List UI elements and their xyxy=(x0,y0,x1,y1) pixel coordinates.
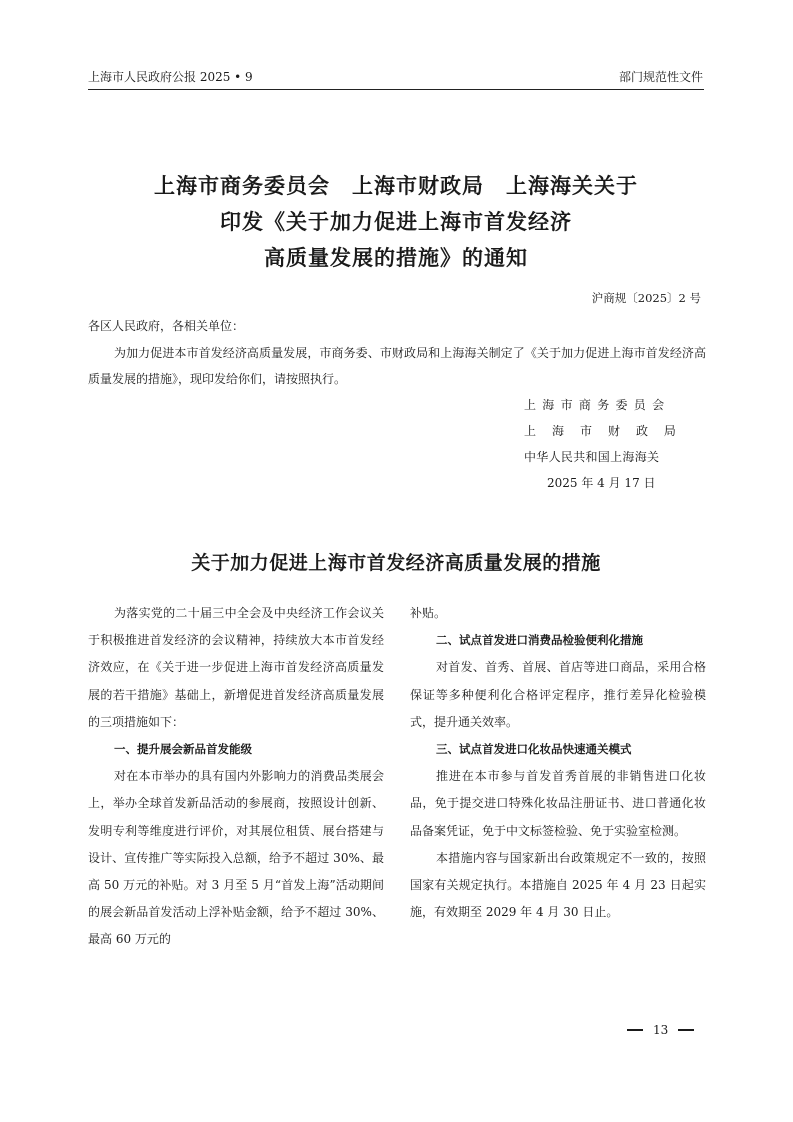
measures-column-left xyxy=(88,600,384,954)
section-3-heading: 三、试点首发进口化妆品快速通关模式 xyxy=(436,742,632,757)
notice-title-line-1: 上海市商务委员会 上海市财政局 上海海关关于 xyxy=(154,174,638,198)
signatory-commerce-commission: 上海市商务委员会 xyxy=(524,398,671,412)
page-number xyxy=(627,1023,694,1037)
measures-title: 关于加力促进上海市首发经济高质量发展的措施 xyxy=(191,552,601,574)
signatory-char: 政 xyxy=(635,424,648,438)
section-2-heading: 二、试点首发进口消费品检验便利化措施 xyxy=(436,633,643,648)
signatory-finance-bureau xyxy=(524,422,676,439)
notice-date: 2025 年 4 月 17 日 xyxy=(547,476,656,490)
dash-decoration xyxy=(627,1029,643,1031)
notice-intro: 为加力促进本市首发经济高质量发展，市商务委、市财政局和上海海关制定了《关于加力促进上海市首发经济高质量发展的措施》，现印发给你们，请按照执行。 xyxy=(88,346,706,386)
page-number-value: 13 xyxy=(653,1023,669,1037)
section-1-heading: 一、提升展会新品首发能级 xyxy=(114,742,252,757)
signatory-char: 财 xyxy=(607,424,620,438)
header-divider xyxy=(88,89,704,90)
measures-preamble: 为落实党的二十届三中全会及中央经济工作会议关于积极推进首发经济的会议精神，持续放大本市首发经济效应，在《关于进一步促进上海市首发经济高质量发展的若干措施》基础上，新增促进首发经济高质量发展的三项措施如下： xyxy=(88,606,384,729)
signatory-char: 上 xyxy=(524,424,537,438)
dash-decoration xyxy=(678,1029,694,1031)
signatory-char: 局 xyxy=(663,424,676,438)
header-publication: 上海市人民政府公报 2025 • 9 xyxy=(88,70,253,84)
section-1-continuation: 补贴。 xyxy=(410,606,447,620)
measures-column-right xyxy=(410,600,706,926)
signatory-char: 海 xyxy=(551,424,564,438)
signatory-customs: 中华人民共和国上海海关 xyxy=(524,450,660,464)
notice-title-line-3: 高质量发展的措施》的通知 xyxy=(264,246,528,270)
document-number: 沪商规〔2025〕2 号 xyxy=(591,291,701,305)
section-1-text: 对在本市举办的具有国内外影响力的消费品类展会上，举办全球首发新品活动的参展商，按照设计创新、发明专利等维度进行评价，对其展位租赁、展台搭建与设计、宣传推广等实际投入总额，给予不超过 30%、最高 50 万元的补贴。对 3 月至 5 月“首发上海”活动期间的展会新品首发活动上浮补贴金额，给予不超过 30%、最高 60 万元的 xyxy=(88,769,384,947)
measures-closing: 本措施内容与国家新出台政策规定不一致的，按照国家有关规定执行。本措施自 2025 年 4 月 23 日起实施，有效期至 2029 年 4 月 30 日止。 xyxy=(410,850,706,920)
section-3-text: 推进在本市参与首发首秀首展的非销售进口化妆品，免于提交进口特殊化妆品注册证书、进口普通化妆品备案凭证，免于中文标签检验、免于实验室检测。 xyxy=(410,769,706,838)
salutation: 各区人民政府，各相关单位： xyxy=(88,319,245,333)
notice-title-line-2: 印发《关于加力促进上海市首发经济 xyxy=(220,210,572,234)
header-category: 部门规范性文件 xyxy=(618,70,703,84)
signatory-char: 市 xyxy=(579,424,592,438)
section-2-text: 对首发、首秀、首展、首店等进口商品，采用合格保证等多种便利化合格评定程序，推行差异化检验模式，提升通关效率。 xyxy=(410,660,706,729)
